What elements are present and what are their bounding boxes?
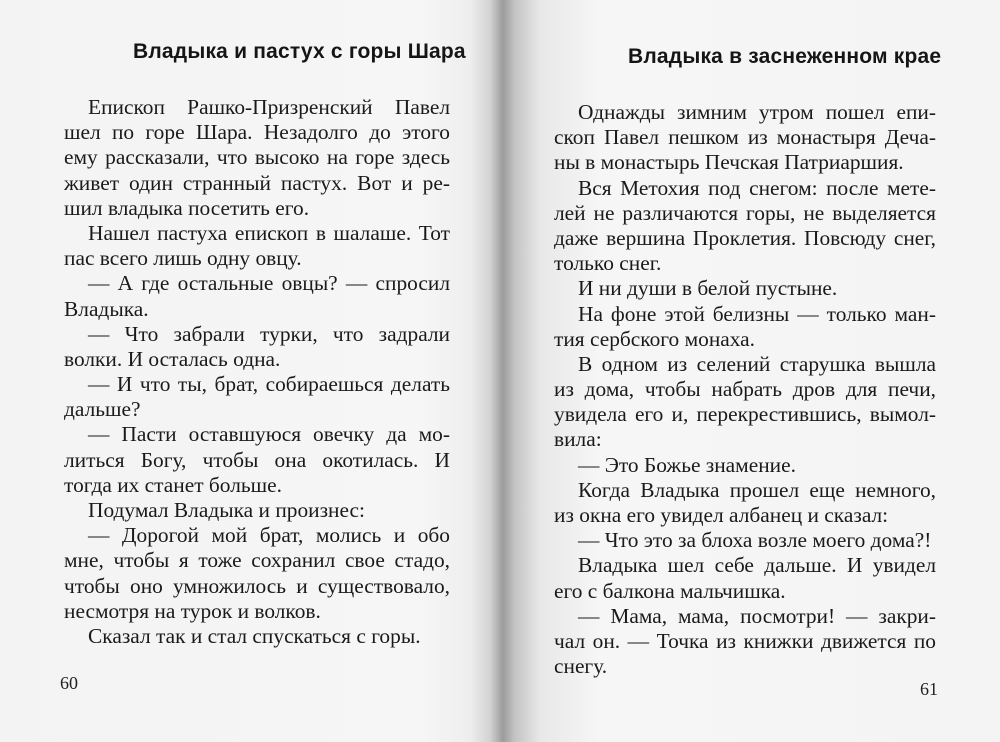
text-line: — Что забрали турки, что задрали xyxy=(88,321,450,346)
text-line: мне, чтобы я тоже сохранил свое стадо, xyxy=(64,548,450,573)
left-page-number: 60 xyxy=(60,673,78,693)
text-line: снегу. xyxy=(554,654,608,679)
text-line: вила: xyxy=(554,427,602,452)
text-line: шел по горе Шара. Незадолго до этого xyxy=(64,120,450,145)
text-line: только снег. xyxy=(554,251,662,276)
text-line: даже вершина Проклетия. Повсюду снег, xyxy=(554,225,936,250)
left-page-text xyxy=(64,95,450,649)
text-line: тия сербского монаха. xyxy=(554,326,756,351)
text-line: — Это Божье знамение. xyxy=(578,452,796,477)
text-line: — Дорогой мой брат, молись и обо xyxy=(88,523,450,548)
text-line: Когда Владыка прошел еще немного, xyxy=(578,477,936,502)
text-line: Нашел пастуха епископ в шалаше. Тот xyxy=(88,220,450,245)
text-line: литься Богу, чтобы она окотилась. И xyxy=(64,447,450,472)
text-line: живет один странный пастух. Вот и ре- xyxy=(64,170,450,195)
text-line: Епископ Рашко-Призренский Павел xyxy=(88,95,450,119)
text-line: чтобы оно умножилось и существовало, xyxy=(64,573,450,598)
text-line: Владыка шел себе дальше. И увидел xyxy=(578,553,936,578)
text-line: Однажды зимним утром пошел епи- xyxy=(578,100,936,124)
text-line: несмотря на турок и волков. xyxy=(64,598,321,623)
text-line: пас всего лишь одну овцу. xyxy=(64,246,302,271)
text-line: ему рассказали, что высоко на горе здесь xyxy=(64,145,450,170)
text-line: На фоне этой белизны — только ман- xyxy=(578,301,936,326)
text-line: — Что это за блоха возле моего дома?! xyxy=(578,528,932,553)
text-line: увидела его и, перекрестившись, вымол- xyxy=(554,402,936,427)
text-line: волки. И осталась одна. xyxy=(64,346,281,371)
text-line: тогда их станет больше. xyxy=(64,472,282,497)
text-line: Владыка. xyxy=(64,296,149,321)
text-line: из окна его увидел албанец и сказал: xyxy=(554,503,889,527)
text-line: Подумал Владыка и произнес: xyxy=(88,498,365,522)
text-line: скоп Павел пешком из монастыря Деча- xyxy=(554,125,936,150)
right-page-text xyxy=(554,100,936,679)
text-line: — И что ты, брат, собираешься делать xyxy=(88,372,450,397)
right-page xyxy=(508,0,1000,742)
text-line: ны в монастырь Печская Патриаршия. xyxy=(554,150,904,175)
text-line: Вся Метохия под снегом: после мете- xyxy=(578,175,936,200)
text-line: шил владыка посетить его. xyxy=(64,195,310,220)
text-line: лей не различаются горы, не выделяется xyxy=(554,200,936,225)
text-line: его с балкона мальчишка. xyxy=(554,578,786,603)
text-line: И ни души в белой пустыне. xyxy=(578,276,838,301)
left-page-title: Владыка и пастух с горы Шара xyxy=(133,40,466,63)
text-line: дальше? xyxy=(64,397,141,422)
right-page-title: Владыка в заснеженном крае xyxy=(628,45,942,68)
text-line: — Мама, мама, посмотри! — закри- xyxy=(578,603,936,628)
text-line: — А где остальные овцы? — спросил xyxy=(88,271,450,296)
text-line: чал он. — Точка из книжки движется по xyxy=(554,628,936,653)
text-line: — Пасти оставшуюся овечку да мо- xyxy=(88,422,450,447)
text-line: из дома, чтобы набрать дров для печи, xyxy=(554,377,936,402)
text-line: В одном из селений старушка вышла xyxy=(578,351,936,376)
text-line: Сказал так и стал спускаться с горы. xyxy=(88,623,421,648)
right-page-number: 61 xyxy=(920,679,938,699)
